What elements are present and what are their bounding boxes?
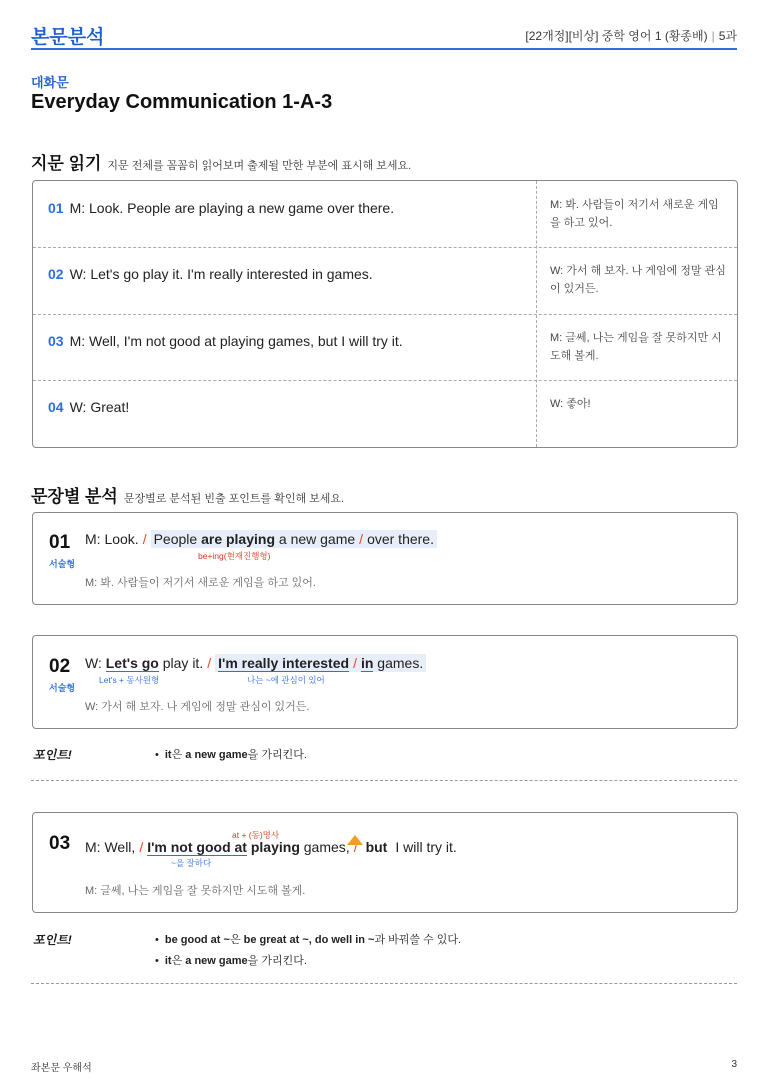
point-label: 포인트! [33, 933, 72, 947]
footer-label: 좌본문 우해석 [31, 1063, 92, 1074]
slash-mark: / [359, 531, 364, 547]
korean-translation: M: 봐. 사람들이 저기서 새로운 게임을 하고 있어. [550, 199, 719, 229]
english-text: M: Look. People are playing a new game over there. [69, 200, 395, 216]
english-sentence [48, 333, 403, 349]
point-item [155, 931, 461, 947]
sentence-number: 01 [49, 532, 71, 553]
phrase-part: games. [373, 655, 424, 671]
phrase-part: a new game [275, 531, 356, 547]
line-number: 04 [48, 399, 64, 415]
sentence-tag: 서술형 [49, 559, 76, 569]
sentence-number: 02 [49, 656, 71, 677]
line-number: 03 [48, 333, 64, 349]
category-label: 대화문 [31, 75, 69, 90]
point-bold: a new game [185, 749, 248, 761]
phrase-part: W: [85, 655, 106, 671]
slash-mark: / [139, 839, 144, 855]
english-sentence [48, 266, 373, 282]
reading-subtitle: 지문 전체를 꼼꼼히 읽어보며 출제될 만한 부분에 표시해 보세요. [107, 160, 412, 172]
analysis-heading-text: 문장별 분석 [31, 487, 118, 506]
analyzed-sentence [85, 531, 437, 547]
point-text: 을 가리킨다. [247, 955, 307, 967]
korean-translation: W: 좋아! [550, 398, 591, 410]
korean-translation: M: 글쎄, 나는 게임을 잘 못하지만 시도해 볼게. [550, 332, 722, 362]
key-phrase: playing [246, 839, 300, 855]
conjunction: but [365, 839, 388, 855]
conjunction-triangle-icon [347, 835, 363, 845]
reading-row [33, 380, 737, 446]
analyzed-sentence [85, 839, 457, 855]
sentence-translation: W: 가서 해 보자. 나 게임에 정말 관심이 있거든. [85, 701, 310, 713]
reading-row [33, 247, 737, 313]
point-text: 과 바꿔쓸 수 있다. [374, 934, 462, 946]
key-phrase: I'm really interested [218, 655, 350, 671]
slash-mark: / [207, 655, 212, 671]
reading-heading-text: 지문 읽기 [31, 154, 102, 173]
highlighted-phrase [215, 654, 426, 672]
point-text: 은 [171, 749, 186, 761]
point-text: 은 [229, 934, 244, 946]
phrase-part: play it. [158, 655, 204, 671]
english-text: W: Great! [69, 399, 130, 415]
phrase-part: People [153, 531, 202, 547]
english-sentence [48, 399, 129, 415]
analysis-heading [31, 482, 344, 507]
english-text: W: Let's go play it. I'm really interested in games. [69, 266, 373, 282]
key-phrase: in [360, 655, 374, 671]
header-title: 본문분석 [31, 27, 105, 48]
line-number: 02 [48, 266, 64, 282]
reading-row [33, 314, 737, 380]
sentence-tag: 서술형 [49, 683, 76, 693]
header-divider [31, 48, 737, 50]
point-label: 포인트! [33, 748, 72, 762]
page-title: Everyday Communication 1-A-3 [31, 91, 333, 113]
point-text: 은 [171, 955, 186, 967]
slash-mark: / [142, 531, 147, 547]
sentence-translation: M: 봐. 사람들이 저기서 새로운 게임을 하고 있어. [85, 577, 316, 589]
course-name: [22개정][비상] 중학 영어 1 (황종배) [525, 29, 708, 43]
korean-translation: W: 가서 해 보자. 나 게임에 정말 관심이 있거든. [550, 265, 726, 295]
phrase-part: games, [299, 839, 350, 855]
point-bold: be great at ~, do well in ~ [243, 934, 375, 946]
point-bold: a new game [185, 955, 248, 967]
english-sentence [48, 200, 394, 216]
key-phrase: Let's go [105, 655, 159, 671]
section-divider [31, 780, 737, 781]
sentence-card-01 [32, 512, 738, 605]
point-text: 을 가리킨다. [247, 749, 307, 761]
sentence-card-03 [32, 812, 738, 913]
phrase-part: M: Well, [85, 839, 136, 855]
page-number: 3 [731, 1059, 737, 1070]
phrase-part: I will try it. [395, 839, 457, 855]
phrase: M: Look. [85, 531, 139, 547]
grammar-annotation: Let's + 동사원형 [99, 675, 160, 685]
slash-mark: / [353, 655, 357, 671]
section-divider [31, 983, 737, 984]
reading-row [33, 181, 737, 247]
lesson-label: 5과 [718, 29, 737, 43]
point-item [155, 952, 307, 968]
key-phrase: I'm not good at [147, 839, 247, 855]
sentence-card-02 [32, 635, 738, 729]
grammar-annotation: 나는 ~에 관심이 있어 [247, 675, 325, 685]
sentence-translation: M: 글쎄, 나는 게임을 잘 못하지만 시도해 볼게. [85, 885, 306, 897]
point-bold: be good at ~ [164, 934, 230, 946]
line-number: 01 [48, 200, 64, 216]
course-info: [22개정][비상] 중학 영어 1 (황종배) | 5과 [525, 29, 737, 43]
reading-heading [31, 149, 411, 174]
reading-box [32, 180, 738, 448]
grammar-annotation: at + (동)명사 [232, 830, 280, 840]
grammar-annotation: ~을 잘하다 [171, 858, 212, 868]
phrase-part: over there. [367, 531, 434, 547]
english-text: M: Well, I'm not good at playing games, but I will try it. [69, 333, 403, 349]
key-phrase: are playing [201, 531, 275, 547]
analysis-subtitle: 문장별로 분석된 빈출 포인트를 확인해 보세요. [123, 493, 345, 505]
slash-mark: / [353, 839, 358, 855]
point-bold: it [164, 749, 172, 761]
point-item [155, 746, 307, 762]
highlighted-phrase [151, 530, 437, 548]
analyzed-sentence [85, 655, 426, 671]
point-bold: it [164, 955, 172, 967]
grammar-annotation: be+ing(현재진행형) [198, 551, 271, 561]
sentence-number: 03 [49, 833, 71, 854]
